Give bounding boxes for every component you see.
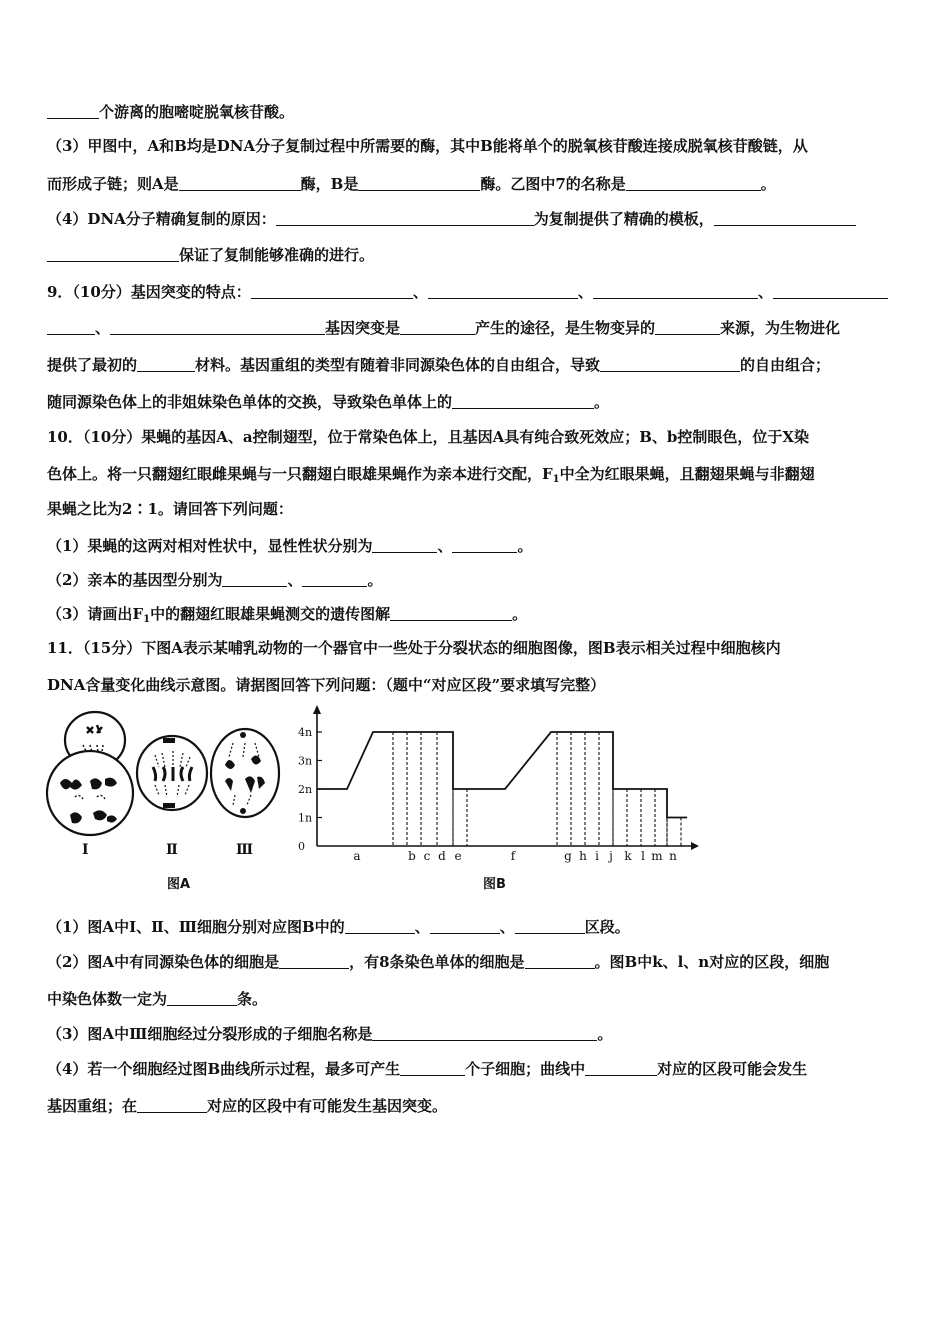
- cell-i: [47, 712, 133, 835]
- cell-iii-label: Ⅲ: [236, 842, 254, 858]
- blank[interactable]: [773, 283, 888, 299]
- x-label-n: n: [669, 849, 677, 863]
- q11-part-4-line-1: （4）若一个细胞经过图B曲线所示过程，最多可产生 个子细胞；曲线中 对应的区段可能会发生: [47, 1060, 808, 1078]
- q11-part-2-line-1: （2）图A中有同源染色体的细胞是 ，有8条染色单体的细胞是 。图B中k、l、n对应的区段，细胞: [47, 953, 830, 971]
- dna-curve: [317, 732, 687, 818]
- blank[interactable]: [279, 953, 349, 969]
- blank[interactable]: [452, 393, 594, 409]
- blank[interactable]: [515, 918, 585, 934]
- x-label-b: b: [408, 849, 416, 863]
- y-tick-label: 2n: [298, 783, 313, 796]
- x-label-k: k: [624, 849, 632, 863]
- q8-part-3-line-1: （3）甲图中，A和B均是DNA分子复制过程中所需要的酶，其中B能将单个的脱氧核苷酸连接成脱氧核苷酸链，从: [47, 137, 808, 155]
- q8-part-4-line-2: 保证了复制能够准确的进行。: [47, 244, 910, 266]
- blank[interactable]: [222, 571, 287, 587]
- q10-line-1: 10．（10分）果蝇的基因A、a控制翅型，位于常染色体上，且基因A具有纯合致死效应；B、b控制眼色，位于X染: [47, 428, 810, 446]
- blank[interactable]: [585, 1060, 657, 1076]
- q11-part-1: （1）图A中Ⅰ、Ⅱ、Ⅲ细胞分别对应图B中的 、 、 区段。: [47, 918, 630, 936]
- q10-part-1: （1）果蝇的这两对相对性状中，显性性状分别为 、 。: [47, 537, 533, 555]
- x-label-c: c: [423, 849, 431, 863]
- blank[interactable]: [400, 319, 475, 335]
- x-label-h: h: [579, 849, 587, 863]
- figure-a-cells: [45, 705, 285, 885]
- q10-line-3: 果蝇之比为2∶1。请回答下列问题：: [47, 500, 293, 518]
- blank[interactable]: [345, 918, 415, 934]
- blank[interactable]: [137, 1097, 207, 1113]
- blank[interactable]: [428, 283, 578, 299]
- blank[interactable]: [302, 571, 367, 587]
- cell-iii: [211, 729, 279, 817]
- q8-part-3-line-2: 而形成子链；则A是 酶，B是 酶。乙图中7的名称是 。: [47, 175, 776, 193]
- q11-part-4-line-2: 基因重组；在 对应的区段中有可能发生基因突变。: [47, 1097, 448, 1115]
- x-label-a: a: [353, 849, 361, 863]
- blank[interactable]: [714, 210, 856, 226]
- x-label-g: g: [564, 849, 572, 863]
- blank[interactable]: [593, 283, 758, 299]
- q10-part-2: （2）亲本的基因型分别为 、 。: [47, 571, 383, 589]
- q11-line-2: DNA含量变化曲线示意图。请据图回答下列问题：（题中“对应区段”要求填写完整）: [47, 676, 606, 694]
- blank[interactable]: [372, 1025, 597, 1041]
- x-label-m: m: [651, 849, 663, 863]
- x-label-j: j: [609, 849, 613, 863]
- q9-line-4: 随同源染色体上的非姐妹染色单体的交换，导致染色单体上的 。: [47, 393, 610, 411]
- y-tick-label: 4n: [298, 726, 313, 739]
- q9-line-3: 提供了最初的 材料。基因重组的类型有随着非同源染色体的自由组合，导致 的自由组合；: [47, 356, 831, 374]
- blank[interactable]: [600, 356, 740, 372]
- blank[interactable]: [167, 990, 237, 1006]
- blank[interactable]: [400, 1060, 465, 1076]
- q9-line-1: 9．（10分）基因突变的特点： 、 、 、: [47, 281, 910, 303]
- blank[interactable]: [276, 210, 534, 226]
- x-label-i: i: [595, 849, 599, 863]
- q10-line-2: 色体上。将一只翻翅红眼雌果蝇与一只翻翅白眼雄果蝇作为亲本进行交配，$F_1$中全为红眼果蝇，且翻翅果蝇与非翻翅: [47, 465, 815, 485]
- x-label-d: d: [438, 849, 446, 863]
- figure-b-chart: [295, 702, 705, 897]
- q11-part-2-line-2: 中染色体数一定为 条。: [47, 990, 268, 1008]
- figure-a-caption: 图A: [167, 877, 191, 892]
- q8-part-4-line-1: （4）DNA分子精确复制的原因： 为复制提供了精确的模板，: [47, 208, 910, 230]
- x-axis-arrow-icon: [691, 842, 699, 850]
- blank[interactable]: [137, 356, 195, 372]
- blank[interactable]: [47, 103, 99, 119]
- blank[interactable]: [179, 175, 301, 191]
- cell-ii-label: Ⅱ: [166, 842, 178, 858]
- q9-line-2: 、 基因突变是 产生的途径，是生物变异的 来源，为生物进化: [47, 317, 910, 339]
- q11-part-3: （3）图A中Ⅲ细胞经过分裂形成的子细胞名称是 。: [47, 1025, 613, 1043]
- y-tick-label: 1n: [298, 811, 313, 825]
- blank[interactable]: [525, 953, 595, 969]
- blank[interactable]: [47, 319, 95, 335]
- q8-line-1: 个游离的胞嘧啶脱氧核苷酸。: [47, 101, 910, 123]
- q11-line-1: 11．（15分）下图A表示某哺乳动物的一个器官中一些处于分裂状态的细胞图像，图B表示相关过程中细胞核内: [47, 639, 781, 657]
- cell-ii: [137, 736, 207, 810]
- cell-i-label: Ⅰ: [82, 842, 89, 858]
- blank[interactable]: [626, 175, 761, 191]
- x-label-l: l: [641, 849, 645, 863]
- y-tick-label: 3n: [298, 754, 313, 768]
- blank[interactable]: [47, 246, 179, 262]
- x-label-f: f: [510, 849, 516, 863]
- y-axis-arrow-icon: [313, 705, 321, 714]
- q10-part-3: （3）请画出$F_1$中的翻翅红眼雄果蝇测交的遗传图解 。: [47, 605, 528, 625]
- blank[interactable]: [390, 605, 512, 621]
- blank[interactable]: [358, 175, 480, 191]
- figure-b-caption: 图B: [483, 877, 506, 892]
- chart-axes: [313, 705, 699, 850]
- blank[interactable]: [655, 319, 720, 335]
- blank[interactable]: [251, 283, 413, 299]
- blank[interactable]: [372, 537, 437, 553]
- x-label-e: e: [454, 849, 462, 863]
- blank[interactable]: [430, 918, 500, 934]
- blank[interactable]: [110, 319, 325, 335]
- blank[interactable]: [452, 537, 517, 553]
- y-tick-label: 0: [298, 840, 305, 853]
